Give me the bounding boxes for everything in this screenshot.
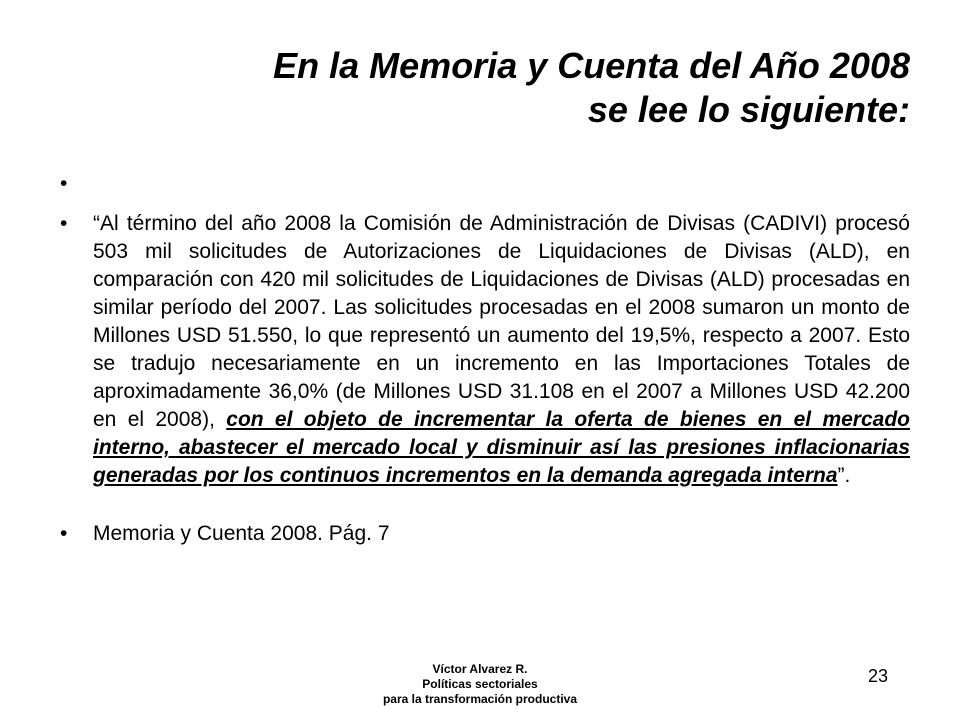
quote-text: “Al término del año 2008 la Comisión de Administración de Divisas (CADIVI) procesó 503 mil solicitudes de Autorizaciones de Liquidaciones de Divisas (ALD), en comparación con 420 mil solicitudes de Liquidaciones de Divisas (ALD) procesadas en similar período del 2007. Las solicitudes procesadas en el 2008 sumaron un monto de Millones USD 51.550, lo que representó un aumento del 19,5%, respecto a 2007. Esto se tradujo necesariamente en un incremento en las Importaciones Totales de aproximadamente 36,0% (de Millones USD 31.108 en el 2007 a Millones USD 42.200 en el 2008), bbox=[93, 212, 910, 431]
slide-title bbox=[130, 44, 910, 132]
quote-bullet-item bbox=[60, 210, 910, 490]
bullet-icon: • bbox=[60, 212, 68, 235]
bullet-list bbox=[60, 170, 910, 548]
footer-line-3: para la transformación productiva bbox=[382, 692, 578, 706]
source-bullet-item bbox=[60, 520, 910, 548]
footer-line-2: Políticas sectoriales bbox=[422, 677, 538, 691]
slide-title-line-2: se lee lo siguiente: bbox=[587, 89, 910, 130]
quote-emphasis-text: con el objeto de incrementar la oferta de bienes en el mercado interno, abastecer el mercado local y disminuir así las presiones inflacionarias generadas por los continuos incrementos en la demanda agregada interna bbox=[93, 408, 910, 487]
empty-bullet-item bbox=[60, 170, 910, 198]
slide-title-line-1: En la Memoria y Cuenta del Año 2008 bbox=[273, 45, 910, 86]
source-citation: Memoria y Cuenta 2008. Pág. 7 bbox=[93, 522, 390, 545]
bullet-icon: • bbox=[60, 522, 68, 545]
footer-line-1: Víctor Alvarez R. bbox=[432, 662, 528, 676]
page-number: 23 bbox=[868, 666, 889, 686]
quote-closing: ”. bbox=[837, 464, 851, 487]
bullet-icon: • bbox=[60, 172, 68, 195]
footer-author bbox=[330, 662, 630, 707]
